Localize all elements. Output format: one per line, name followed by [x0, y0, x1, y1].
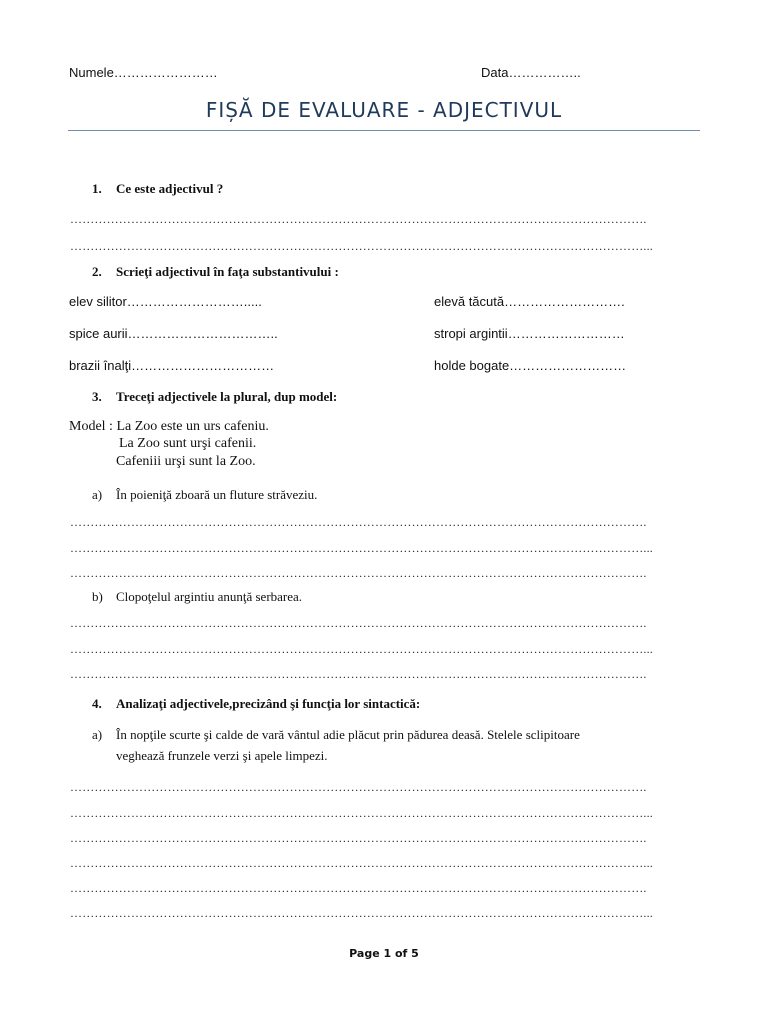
noun-item-left[interactable]: spice aurii…………………………….. — [69, 326, 278, 341]
question-2-text: Scrieţi adjectivul în faţa substantivului : — [116, 264, 339, 279]
exercise-4a-text-line2: veghează frunzele verzi şi apele limpezi. — [116, 748, 328, 763]
question-1 — [92, 181, 223, 197]
date-field-label: Data…………….. — [481, 65, 581, 80]
model-line: Model : La Zoo este un urs cafeniu. — [69, 419, 269, 434]
question-2-number: 2. — [92, 264, 102, 279]
answer-line[interactable]: ……………………………………………………………………………………………………………………………... — [70, 906, 653, 920]
answer-line[interactable]: ……………………………………………………………………………………………………………………………... — [70, 239, 653, 253]
noun-item-left[interactable]: brazii înalţi…………………………… — [69, 358, 275, 373]
answer-line[interactable]: ……………………………………………………………………………………………………………………………. — [70, 566, 647, 580]
answer-line[interactable]: ……………………………………………………………………………………………………………………………. — [70, 212, 647, 226]
exercise-3a-text: În poieniţă zboară un fluture străveziu. — [116, 487, 318, 502]
answer-line[interactable]: ……………………………………………………………………………………………………………………………. — [70, 881, 647, 895]
question-3-text: Treceţi adjectivele la plural, dup model: — [116, 389, 338, 404]
exercise-3a — [92, 487, 317, 503]
exercise-4a-text-line1: În nopţile scurte şi calde de vară vântul adie plăcut prin pădurea deasă. Stelele sclipitoare — [116, 727, 580, 742]
answer-line[interactable]: ……………………………………………………………………………………………………………………………. — [70, 667, 647, 681]
title-divider — [68, 130, 700, 131]
question-4 — [92, 696, 420, 712]
page-number: Page 1 of 5 — [349, 947, 419, 960]
question-1-number: 1. — [92, 181, 102, 196]
noun-item-right[interactable]: holde bogate……………………… — [434, 358, 627, 373]
model-line: Cafeniii urşi sunt la Zoo. — [116, 454, 256, 469]
noun-item-right[interactable]: stropi argintii……………………… — [434, 326, 625, 341]
question-4-text: Analizaţi adjectivele,precizând şi funcţia lor sintactică: — [116, 696, 421, 711]
answer-line[interactable]: ……………………………………………………………………………………………………………………………. — [70, 831, 647, 845]
noun-item-left[interactable]: elev silitor………………………..... — [69, 294, 262, 309]
answer-line[interactable]: ……………………………………………………………………………………………………………………………. — [70, 616, 647, 630]
model-line: La Zoo sunt urşi cafenii. — [119, 436, 257, 451]
answer-line[interactable]: ……………………………………………………………………………………………………………………………. — [70, 780, 647, 794]
exercise-3b-label: b) — [92, 589, 103, 604]
answer-line[interactable]: ……………………………………………………………………………………………………………………………... — [70, 541, 653, 555]
question-1-text: Ce este adjectivul ? — [116, 181, 224, 196]
noun-item-right[interactable]: elevă tăcută………………………. — [434, 294, 625, 309]
exercise-4a — [92, 727, 580, 743]
answer-line[interactable]: ……………………………………………………………………………………………………………………………... — [70, 642, 653, 656]
answer-line[interactable]: ……………………………………………………………………………………………………………………………... — [70, 856, 653, 870]
exercise-3b — [92, 589, 302, 605]
question-4-number: 4. — [92, 696, 102, 711]
answer-line[interactable]: ……………………………………………………………………………………………………………………………. — [70, 515, 647, 529]
question-2 — [92, 264, 339, 280]
question-3-number: 3. — [92, 389, 102, 404]
exercise-4a-label: a) — [92, 727, 103, 742]
name-field-label: Numele…………………… — [69, 65, 218, 80]
exercise-3b-text: Clopoţelul argintiu anunţă serbarea. — [116, 589, 303, 604]
page-title: FIȘĂ DE EVALUARE - ADJECTIVUL — [205, 98, 563, 122]
exercise-3a-label: a) — [92, 487, 103, 502]
answer-line[interactable]: ……………………………………………………………………………………………………………………………... — [70, 806, 653, 820]
question-3 — [92, 389, 337, 405]
